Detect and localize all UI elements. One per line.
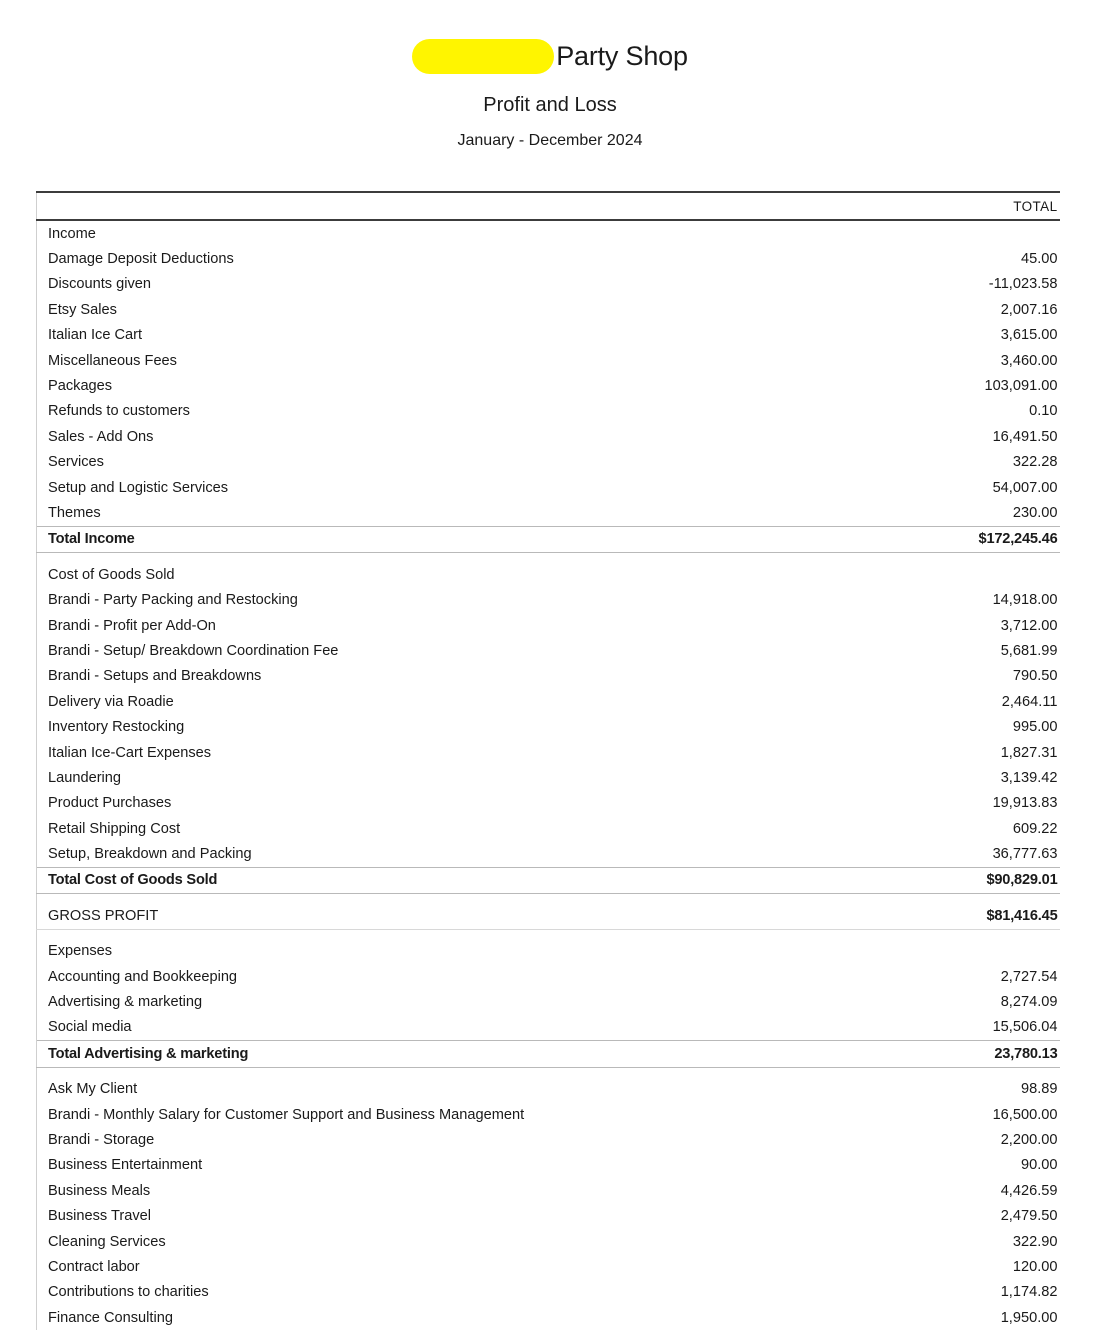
table-row [37,989,1060,1014]
table-row [37,1203,1060,1228]
row-label: Delivery via Roadie [37,689,827,714]
row-total-value: 90.00 [1020,1157,1058,1174]
table-row [37,272,1060,297]
row-spacer-cell [37,894,827,904]
table-row [37,323,1060,348]
row-total-value: 54,007.00 [992,479,1058,496]
table-row [37,740,1060,765]
table-row [37,1305,1060,1330]
row-spacer-cell [827,553,1060,563]
row-total-value: 5,681.99 [1000,642,1058,659]
table-row [37,220,1060,246]
table-row [37,562,1060,587]
row-label: GROSS PROFIT [37,903,827,929]
row-label: Etsy Sales [37,297,827,322]
row-total-value: $90,829.01 [827,867,1060,893]
row-total-value: -11,023.58 [988,276,1058,293]
table-row [37,246,1060,271]
row-label: Laundering [37,765,827,790]
table-row [37,638,1060,663]
row-spacer [37,894,1060,904]
table-row [37,867,1060,893]
row-total-value: 45.00 [1020,251,1058,268]
table-row [37,791,1060,816]
row-label: Italian Ice-Cart Expenses [37,740,827,765]
report-period: January - December 2024 [457,132,643,149]
row-label: Contributions to charities [37,1280,827,1305]
row-label: Themes [37,500,827,526]
table-row [37,1041,1060,1067]
row-total-value: 609.22 [1012,820,1058,837]
row-label: Italian Ice Cart [37,323,827,348]
table-header-row [37,192,1060,220]
row-label: Product Purchases [37,791,827,816]
table-row [37,297,1060,322]
row-total-value: 14,918.00 [992,592,1058,609]
company-title-line [0,34,1100,78]
row-label: Retail Shipping Cost [37,816,827,841]
row-total-value: 995.00 [1012,719,1058,736]
row-total-value: 1,174.82 [1000,1284,1058,1301]
row-label: Refunds to customers [37,399,827,424]
row-spacer [37,553,1060,563]
row-label: Miscellaneous Fees [37,348,827,373]
row-total-value: 15,506.04 [992,1019,1058,1036]
row-total-value: 2,727.54 [1000,968,1058,985]
row-label: Finance Consulting [37,1305,827,1330]
profit-loss-table [36,191,1060,1330]
table-row [37,1153,1060,1178]
row-total-value: 3,615.00 [1000,327,1058,344]
column-header-total: TOTAL [827,192,1060,220]
row-total-value: 790.50 [1012,668,1058,685]
row-total-value: 3,712.00 [1000,617,1058,634]
row-total-value [827,562,1060,587]
table-row [37,348,1060,373]
row-total-value: $172,245.46 [827,526,1060,552]
row-label: Business Travel [37,1203,827,1228]
row-total-value: 19,913.83 [992,795,1058,812]
table-row [37,526,1060,552]
table-row [37,450,1060,475]
table-row [37,1015,1060,1041]
row-total-value: 2,479.50 [1000,1208,1058,1225]
row-label: Damage Deposit Deductions [37,246,827,271]
row-label: Discounts given [37,272,827,297]
table-row [37,1102,1060,1127]
table-row [37,613,1060,638]
row-label: Business Meals [37,1178,827,1203]
row-label: Total Income [37,526,827,552]
row-total-value: 120.00 [1012,1258,1058,1275]
row-total-value [827,939,1060,964]
row-spacer-cell [827,894,1060,904]
table-row [37,841,1060,867]
row-total-value: 23,780.13 [827,1041,1060,1067]
row-label: Sales - Add Ons [37,424,827,449]
row-spacer [37,929,1060,939]
row-label: Brandi - Setup/ Breakdown Coordination Fee [37,638,827,663]
row-label: Income [37,220,827,246]
redaction-highlight-bar [412,39,554,74]
column-header-account [37,192,827,220]
row-spacer-cell [37,553,827,563]
row-label: Brandi - Profit per Add-On [37,613,827,638]
row-total-value: 36,777.63 [992,846,1058,863]
row-label: Brandi - Party Packing and Restocking [37,587,827,612]
table-row [37,765,1060,790]
row-label: Total Cost of Goods Sold [37,867,827,893]
table-row [37,475,1060,500]
report-title: Profit and Loss [483,94,617,116]
row-total-value: 3,460.00 [1000,352,1058,369]
row-label: Social media [37,1015,827,1041]
row-total-value: 103,091.00 [984,378,1058,395]
row-total-value: 4,426.59 [1000,1182,1058,1199]
table-row [37,964,1060,989]
table-row [37,903,1060,929]
row-spacer [37,1067,1060,1077]
table-row [37,816,1060,841]
table-row [37,1280,1060,1305]
table-row [37,664,1060,689]
table-row [37,939,1060,964]
row-label: Ask My Client [37,1077,827,1102]
row-total-value: 322.90 [1012,1233,1058,1250]
report-header [0,0,1100,150]
row-total-value: 8,274.09 [1000,994,1058,1011]
row-label: Setup, Breakdown and Packing [37,841,827,867]
row-label: Advertising & marketing [37,989,827,1014]
row-label: Brandi - Setups and Breakdowns [37,664,827,689]
table-row [37,373,1060,398]
row-label: Cost of Goods Sold [37,562,827,587]
row-label: Accounting and Bookkeeping [37,964,827,989]
row-total-value: 1,827.31 [1000,744,1058,761]
row-label: Packages [37,373,827,398]
table-row [37,1178,1060,1203]
table-row [37,587,1060,612]
row-label: Total Advertising & marketing [37,1041,827,1067]
row-label: Contract labor [37,1254,827,1279]
row-label: Setup and Logistic Services [37,475,827,500]
row-spacer-cell [827,929,1060,939]
row-spacer-cell [37,1067,827,1077]
table-body [37,220,1060,1330]
table-row [37,1127,1060,1152]
row-label: Inventory Restocking [37,714,827,739]
table-row [37,500,1060,526]
row-total-value: 98.89 [1020,1081,1058,1098]
table-row [37,1229,1060,1254]
row-total-value: 2,200.00 [1000,1131,1058,1148]
row-total-value: 16,491.50 [992,428,1058,445]
row-total-value: $81,416.45 [827,903,1060,929]
row-label: Cleaning Services [37,1229,827,1254]
row-spacer-cell [37,929,827,939]
table-row [37,1254,1060,1279]
row-label: Business Entertainment [37,1153,827,1178]
row-total-value: 322.28 [1012,454,1058,471]
row-total-value: 0.10 [1029,403,1058,420]
table-row [37,714,1060,739]
row-total-value: 3,139.42 [1000,769,1058,786]
row-total-value: 2,464.11 [1001,693,1058,710]
table-row [37,399,1060,424]
row-label: Brandi - Monthly Salary for Customer Support and Business Management [37,1102,827,1127]
row-total-value: 16,500.00 [992,1106,1058,1123]
table-row [37,1077,1060,1102]
row-total-value [827,220,1060,246]
company-name: Party Shop [556,40,688,71]
row-total-value: 230.00 [1012,504,1058,521]
row-spacer-cell [827,1067,1060,1077]
row-label: Brandi - Storage [37,1127,827,1152]
table-row [37,424,1060,449]
row-label: Services [37,450,827,475]
row-label: Expenses [37,939,827,964]
table-row [37,689,1060,714]
row-total-value: 2,007.16 [1000,301,1058,318]
row-total-value: 1,950.00 [1000,1309,1058,1326]
